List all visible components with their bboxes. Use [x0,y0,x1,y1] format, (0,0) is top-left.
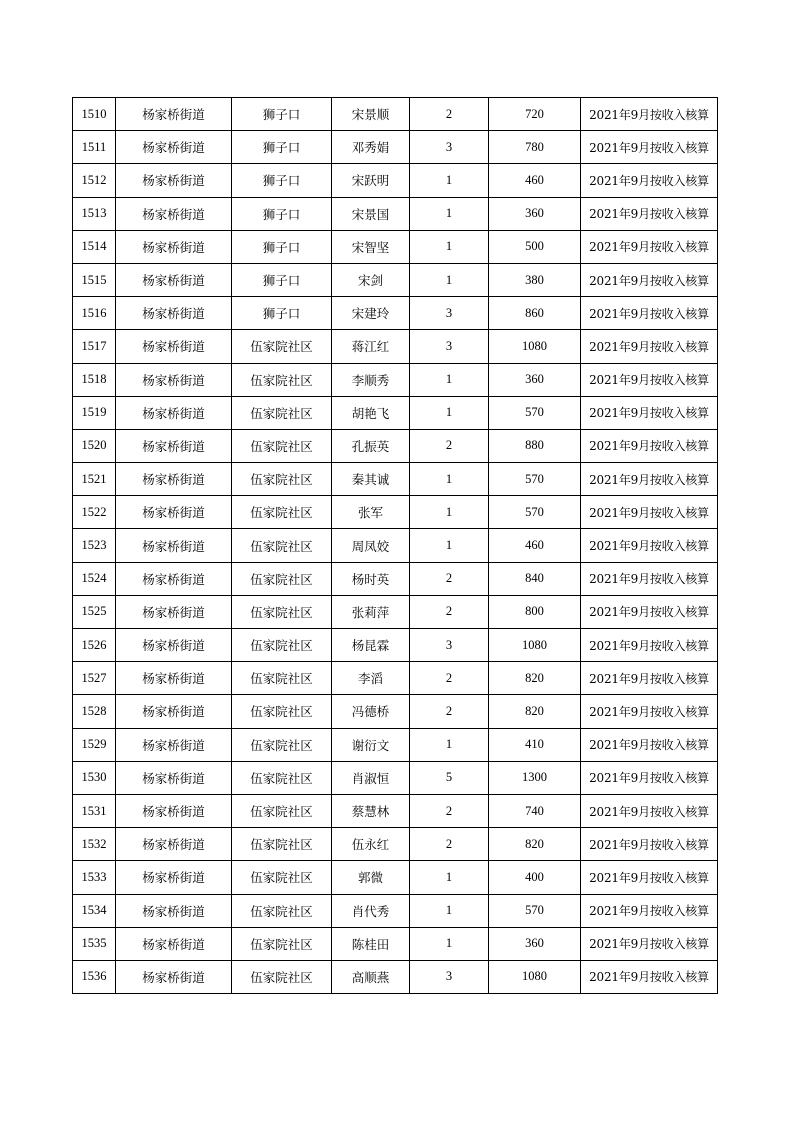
cell-amount: 880 [489,429,581,462]
cell-household-size: 3 [410,330,489,363]
cell-household-size: 3 [410,629,489,662]
table-row [73,463,718,496]
cell-person-name: 张莉萍 [332,595,410,628]
cell-person-name: 宋跃明 [332,164,410,197]
cell-household-size: 2 [410,429,489,462]
cell-person-name: 伍永红 [332,828,410,861]
cell-amount: 1080 [489,629,581,662]
cell-note: 2021年9月按收入核算 [581,695,718,728]
cell-row-number: 1536 [73,960,116,993]
cell-amount: 740 [489,794,581,827]
table-row [73,728,718,761]
cell-note: 2021年9月按收入核算 [581,263,718,296]
cell-street: 杨家桥街道 [116,695,232,728]
cell-amount: 360 [489,363,581,396]
cell-note: 2021年9月按收入核算 [581,794,718,827]
cell-person-name: 谢衍文 [332,728,410,761]
cell-street: 杨家桥街道 [116,263,232,296]
table-row [73,297,718,330]
cell-row-number: 1530 [73,761,116,794]
cell-household-size: 2 [410,794,489,827]
cell-row-number: 1514 [73,230,116,263]
cell-street: 杨家桥街道 [116,894,232,927]
cell-street: 杨家桥街道 [116,429,232,462]
cell-community: 伍家院社区 [232,429,332,462]
cell-household-size: 2 [410,662,489,695]
cell-row-number: 1525 [73,595,116,628]
cell-street: 杨家桥街道 [116,927,232,960]
cell-note: 2021年9月按收入核算 [581,230,718,263]
table-row [73,662,718,695]
cell-person-name: 邓秀娟 [332,131,410,164]
cell-amount: 360 [489,197,581,230]
table-row [73,629,718,662]
cell-note: 2021年9月按收入核算 [581,562,718,595]
table-row [73,363,718,396]
cell-community: 狮子口 [232,98,332,131]
cell-person-name: 周凤姣 [332,529,410,562]
cell-street: 杨家桥街道 [116,529,232,562]
cell-household-size: 2 [410,562,489,595]
cell-amount: 1300 [489,761,581,794]
cell-street: 杨家桥街道 [116,828,232,861]
cell-person-name: 杨昆霖 [332,629,410,662]
table-row [73,396,718,429]
cell-amount: 780 [489,131,581,164]
cell-amount: 410 [489,728,581,761]
cell-street: 杨家桥街道 [116,330,232,363]
cell-person-name: 蒋江红 [332,330,410,363]
cell-person-name: 宋建玲 [332,297,410,330]
cell-household-size: 1 [410,230,489,263]
cell-note: 2021年9月按收入核算 [581,463,718,496]
cell-household-size: 2 [410,695,489,728]
cell-community: 伍家院社区 [232,861,332,894]
cell-community: 伍家院社区 [232,629,332,662]
cell-street: 杨家桥街道 [116,861,232,894]
cell-person-name: 张军 [332,496,410,529]
cell-amount: 570 [489,496,581,529]
cell-amount: 820 [489,828,581,861]
cell-amount: 840 [489,562,581,595]
table-row [73,429,718,462]
cell-note: 2021年9月按收入核算 [581,330,718,363]
cell-row-number: 1522 [73,496,116,529]
cell-household-size: 2 [410,595,489,628]
cell-community: 伍家院社区 [232,894,332,927]
cell-amount: 360 [489,927,581,960]
cell-street: 杨家桥街道 [116,728,232,761]
cell-person-name: 郭微 [332,861,410,894]
cell-row-number: 1512 [73,164,116,197]
cell-street: 杨家桥街道 [116,230,232,263]
cell-street: 杨家桥街道 [116,131,232,164]
table-row [73,761,718,794]
table-row [73,894,718,927]
cell-household-size: 1 [410,197,489,230]
cell-person-name: 宋剑 [332,263,410,296]
cell-amount: 400 [489,861,581,894]
cell-row-number: 1520 [73,429,116,462]
cell-note: 2021年9月按收入核算 [581,363,718,396]
cell-note: 2021年9月按收入核算 [581,529,718,562]
cell-household-size: 5 [410,761,489,794]
cell-household-size: 1 [410,164,489,197]
cell-row-number: 1519 [73,396,116,429]
cell-household-size: 1 [410,861,489,894]
cell-community: 伍家院社区 [232,496,332,529]
cell-amount: 500 [489,230,581,263]
cell-amount: 720 [489,98,581,131]
cell-household-size: 1 [410,927,489,960]
table-row [73,927,718,960]
cell-row-number: 1521 [73,463,116,496]
cell-amount: 380 [489,263,581,296]
cell-street: 杨家桥街道 [116,595,232,628]
cell-street: 杨家桥街道 [116,662,232,695]
cell-note: 2021年9月按收入核算 [581,197,718,230]
table-row [73,230,718,263]
cell-person-name: 高顺燕 [332,960,410,993]
cell-street: 杨家桥街道 [116,794,232,827]
table-row [73,330,718,363]
table-row [73,828,718,861]
cell-row-number: 1535 [73,927,116,960]
cell-note: 2021年9月按收入核算 [581,761,718,794]
cell-note: 2021年9月按收入核算 [581,595,718,628]
cell-person-name: 肖代秀 [332,894,410,927]
cell-community: 伍家院社区 [232,695,332,728]
cell-household-size: 1 [410,894,489,927]
cell-street: 杨家桥街道 [116,164,232,197]
table-row [73,98,718,131]
table-row [73,794,718,827]
cell-community: 伍家院社区 [232,363,332,396]
cell-household-size: 1 [410,363,489,396]
cell-amount: 800 [489,595,581,628]
cell-community: 伍家院社区 [232,828,332,861]
cell-person-name: 李滔 [332,662,410,695]
cell-community: 伍家院社区 [232,794,332,827]
cell-note: 2021年9月按收入核算 [581,662,718,695]
cell-household-size: 2 [410,98,489,131]
cell-community: 伍家院社区 [232,396,332,429]
cell-note: 2021年9月按收入核算 [581,496,718,529]
cell-community: 伍家院社区 [232,761,332,794]
cell-row-number: 1531 [73,794,116,827]
cell-community: 狮子口 [232,297,332,330]
table-row [73,960,718,993]
cell-amount: 820 [489,695,581,728]
cell-note: 2021年9月按收入核算 [581,164,718,197]
cell-note: 2021年9月按收入核算 [581,828,718,861]
cell-household-size: 2 [410,828,489,861]
table-row [73,496,718,529]
cell-person-name: 孔振英 [332,429,410,462]
cell-note: 2021年9月按收入核算 [581,98,718,131]
cell-row-number: 1511 [73,131,116,164]
cell-street: 杨家桥街道 [116,562,232,595]
cell-row-number: 1516 [73,297,116,330]
cell-street: 杨家桥街道 [116,98,232,131]
cell-note: 2021年9月按收入核算 [581,894,718,927]
cell-household-size: 1 [410,728,489,761]
cell-person-name: 宋智坚 [332,230,410,263]
table-row [73,529,718,562]
cell-amount: 860 [489,297,581,330]
cell-community: 狮子口 [232,164,332,197]
cell-row-number: 1513 [73,197,116,230]
cell-row-number: 1526 [73,629,116,662]
cell-street: 杨家桥街道 [116,363,232,396]
cell-community: 狮子口 [232,263,332,296]
cell-row-number: 1527 [73,662,116,695]
table-row [73,164,718,197]
roster-table [72,97,718,994]
cell-row-number: 1533 [73,861,116,894]
table-row [73,263,718,296]
cell-person-name: 胡艳飞 [332,396,410,429]
cell-amount: 820 [489,662,581,695]
roster-table-body [73,98,718,994]
cell-row-number: 1524 [73,562,116,595]
cell-community: 狮子口 [232,197,332,230]
cell-household-size: 3 [410,297,489,330]
cell-person-name: 蔡慧林 [332,794,410,827]
cell-street: 杨家桥街道 [116,197,232,230]
cell-household-size: 1 [410,396,489,429]
cell-person-name: 杨时英 [332,562,410,595]
cell-household-size: 3 [410,131,489,164]
cell-person-name: 肖淑恒 [332,761,410,794]
cell-household-size: 1 [410,463,489,496]
cell-person-name: 冯德桥 [332,695,410,728]
cell-note: 2021年9月按收入核算 [581,629,718,662]
cell-street: 杨家桥街道 [116,297,232,330]
cell-community: 伍家院社区 [232,728,332,761]
table-row [73,695,718,728]
cell-row-number: 1518 [73,363,116,396]
cell-person-name: 秦其诚 [332,463,410,496]
cell-community: 伍家院社区 [232,960,332,993]
cell-household-size: 1 [410,263,489,296]
cell-person-name: 宋景顺 [332,98,410,131]
cell-note: 2021年9月按收入核算 [581,297,718,330]
cell-community: 伍家院社区 [232,463,332,496]
cell-person-name: 宋景国 [332,197,410,230]
cell-note: 2021年9月按收入核算 [581,396,718,429]
cell-amount: 460 [489,529,581,562]
cell-row-number: 1534 [73,894,116,927]
cell-row-number: 1517 [73,330,116,363]
cell-row-number: 1528 [73,695,116,728]
cell-street: 杨家桥街道 [116,463,232,496]
cell-street: 杨家桥街道 [116,396,232,429]
cell-community: 狮子口 [232,131,332,164]
cell-row-number: 1529 [73,728,116,761]
cell-community: 伍家院社区 [232,330,332,363]
cell-amount: 570 [489,396,581,429]
cell-amount: 1080 [489,960,581,993]
cell-amount: 570 [489,894,581,927]
cell-community: 狮子口 [232,230,332,263]
table-row [73,131,718,164]
cell-household-size: 1 [410,529,489,562]
cell-person-name: 李顺秀 [332,363,410,396]
cell-person-name: 陈桂田 [332,927,410,960]
cell-community: 伍家院社区 [232,562,332,595]
cell-note: 2021年9月按收入核算 [581,927,718,960]
cell-note: 2021年9月按收入核算 [581,429,718,462]
cell-note: 2021年9月按收入核算 [581,960,718,993]
cell-note: 2021年9月按收入核算 [581,131,718,164]
cell-street: 杨家桥街道 [116,629,232,662]
cell-household-size: 3 [410,960,489,993]
cell-note: 2021年9月按收入核算 [581,728,718,761]
cell-amount: 570 [489,463,581,496]
cell-note: 2021年9月按收入核算 [581,861,718,894]
cell-community: 伍家院社区 [232,529,332,562]
cell-amount: 460 [489,164,581,197]
cell-street: 杨家桥街道 [116,960,232,993]
cell-row-number: 1515 [73,263,116,296]
cell-street: 杨家桥街道 [116,761,232,794]
cell-row-number: 1532 [73,828,116,861]
cell-row-number: 1523 [73,529,116,562]
table-row [73,861,718,894]
table-row [73,197,718,230]
cell-street: 杨家桥街道 [116,496,232,529]
cell-community: 伍家院社区 [232,662,332,695]
cell-amount: 1080 [489,330,581,363]
cell-row-number: 1510 [73,98,116,131]
table-row [73,595,718,628]
table-row [73,562,718,595]
cell-household-size: 1 [410,496,489,529]
cell-community: 伍家院社区 [232,927,332,960]
cell-community: 伍家院社区 [232,595,332,628]
